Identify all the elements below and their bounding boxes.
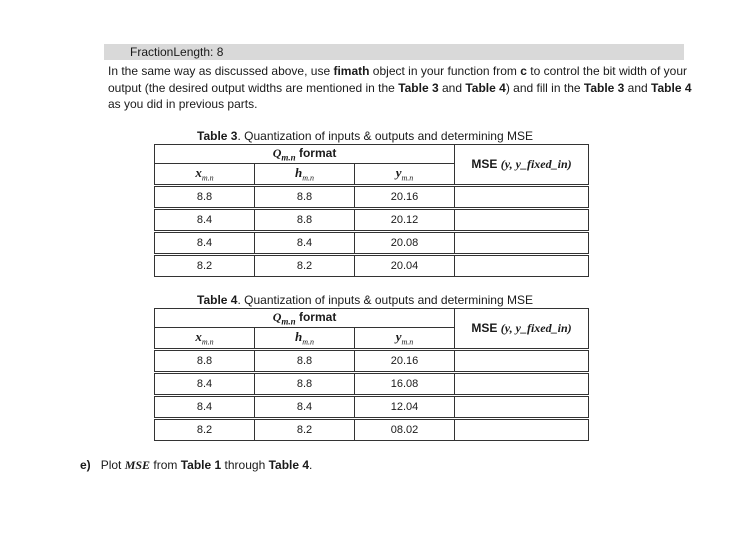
mse-label: MSE bbox=[471, 157, 498, 171]
mse-args: (y, y_fixed_in) bbox=[500, 321, 572, 335]
para-text: ) and fill in the bbox=[505, 80, 584, 95]
cell-h: 8.4 bbox=[255, 396, 355, 419]
cell-mse[interactable] bbox=[455, 396, 589, 419]
table4 bbox=[154, 308, 589, 441]
cell-x: 8.2 bbox=[155, 255, 255, 277]
cell-x: 8.8 bbox=[155, 186, 255, 209]
part-e bbox=[80, 458, 312, 472]
para-text: as you did in previous parts. bbox=[108, 97, 258, 111]
col-header-y: $y_{m.n}$ bbox=[355, 164, 455, 186]
cell-y: 08.02 bbox=[355, 419, 455, 441]
table-row bbox=[155, 419, 589, 441]
cell-h: 8.8 bbox=[255, 350, 355, 373]
format-q: $Q_{m.n}$ bbox=[272, 309, 296, 327]
cell-y: 20.16 bbox=[355, 350, 455, 373]
format-word: format bbox=[298, 145, 337, 160]
cell-mse[interactable] bbox=[455, 350, 589, 373]
format-header bbox=[155, 145, 455, 164]
cell-x: 8.4 bbox=[155, 373, 255, 396]
mse-header bbox=[455, 309, 589, 350]
mse-header bbox=[455, 145, 589, 186]
fraction-length-label: FractionLength: 8 bbox=[130, 45, 224, 59]
cell-mse[interactable] bbox=[455, 373, 589, 396]
table-row bbox=[155, 396, 589, 419]
col-header-y: $y_{m.n}$ bbox=[355, 328, 455, 350]
cell-mse[interactable] bbox=[455, 419, 589, 441]
cell-h: 8.8 bbox=[255, 209, 355, 232]
part-e-bold: Table 4 bbox=[268, 458, 310, 472]
format-word: format bbox=[298, 309, 337, 324]
para-bold: c bbox=[520, 64, 527, 78]
part-e-label: e) bbox=[80, 458, 91, 472]
para-text: object in your function from bbox=[369, 64, 521, 78]
cell-x: 8.4 bbox=[155, 396, 255, 419]
cell-mse[interactable] bbox=[455, 209, 589, 232]
part-e-text: Plot bbox=[100, 458, 125, 472]
mse-args: (y, y_fixed_in) bbox=[500, 157, 572, 171]
para-bold: fimath bbox=[333, 64, 370, 78]
table-row bbox=[155, 209, 589, 232]
cell-mse[interactable] bbox=[455, 186, 589, 209]
para-text: In the same way as discussed above, use bbox=[108, 64, 334, 78]
para-bold: Table 4 bbox=[465, 80, 506, 95]
format-q: $Q_{m.n}$ bbox=[272, 145, 296, 163]
table4-caption bbox=[197, 293, 533, 307]
cell-mse[interactable] bbox=[455, 232, 589, 255]
table-row bbox=[155, 373, 589, 396]
caption-rest: . Quantization of inputs & outputs and determining MSE bbox=[237, 129, 533, 143]
table-row bbox=[155, 232, 589, 255]
mse-label: MSE bbox=[471, 321, 498, 335]
part-e-bold: Table 1 bbox=[180, 458, 222, 472]
para-text: to control the bit width of your output (the desired output widths are mentioned in the bbox=[108, 64, 687, 95]
cell-x: 8.8 bbox=[155, 350, 255, 373]
table-row bbox=[155, 255, 589, 277]
para-text: and bbox=[624, 80, 652, 95]
cell-y: 12.04 bbox=[355, 396, 455, 419]
cell-h: 8.4 bbox=[255, 232, 355, 255]
para-text: and bbox=[438, 80, 466, 95]
table3-caption bbox=[197, 129, 533, 143]
cell-h: 8.2 bbox=[255, 419, 355, 441]
caption-bold: Table 4 bbox=[197, 293, 238, 307]
cell-x: 8.2 bbox=[155, 419, 255, 441]
instructions-paragraph bbox=[108, 63, 693, 113]
col-header-x: $x_{m.n}$ bbox=[155, 164, 255, 186]
part-e-text: . bbox=[309, 458, 313, 472]
caption-bold: Table 3 bbox=[197, 129, 238, 143]
col-header-x: $x_{m.n}$ bbox=[155, 328, 255, 350]
col-header-h: $h_{m.n}$ bbox=[255, 328, 355, 350]
table3 bbox=[154, 144, 589, 277]
caption-rest: . Quantization of inputs & outputs and determining MSE bbox=[237, 293, 533, 307]
table-row bbox=[155, 350, 589, 373]
col-header-h: $h_{m.n}$ bbox=[255, 164, 355, 186]
cell-y: 20.04 bbox=[355, 255, 455, 277]
cell-y: 16.08 bbox=[355, 373, 455, 396]
cell-h: 8.8 bbox=[255, 373, 355, 396]
para-bold: Table 3 bbox=[398, 80, 439, 95]
cell-x: 8.4 bbox=[155, 209, 255, 232]
cell-x: 8.4 bbox=[155, 232, 255, 255]
cell-y: 20.08 bbox=[355, 232, 455, 255]
part-e-text: from bbox=[150, 458, 181, 472]
cell-h: 8.2 bbox=[255, 255, 355, 277]
para-bold: Table 4 bbox=[651, 80, 692, 95]
para-bold: Table 3 bbox=[583, 80, 625, 95]
format-header bbox=[155, 309, 455, 328]
cell-h: 8.8 bbox=[255, 186, 355, 209]
part-e-text: through bbox=[221, 458, 269, 472]
table-row bbox=[155, 186, 589, 209]
cell-y: 20.16 bbox=[355, 186, 455, 209]
part-e-mse: MSE bbox=[124, 458, 151, 472]
cell-y: 20.12 bbox=[355, 209, 455, 232]
cell-mse[interactable] bbox=[455, 255, 589, 277]
